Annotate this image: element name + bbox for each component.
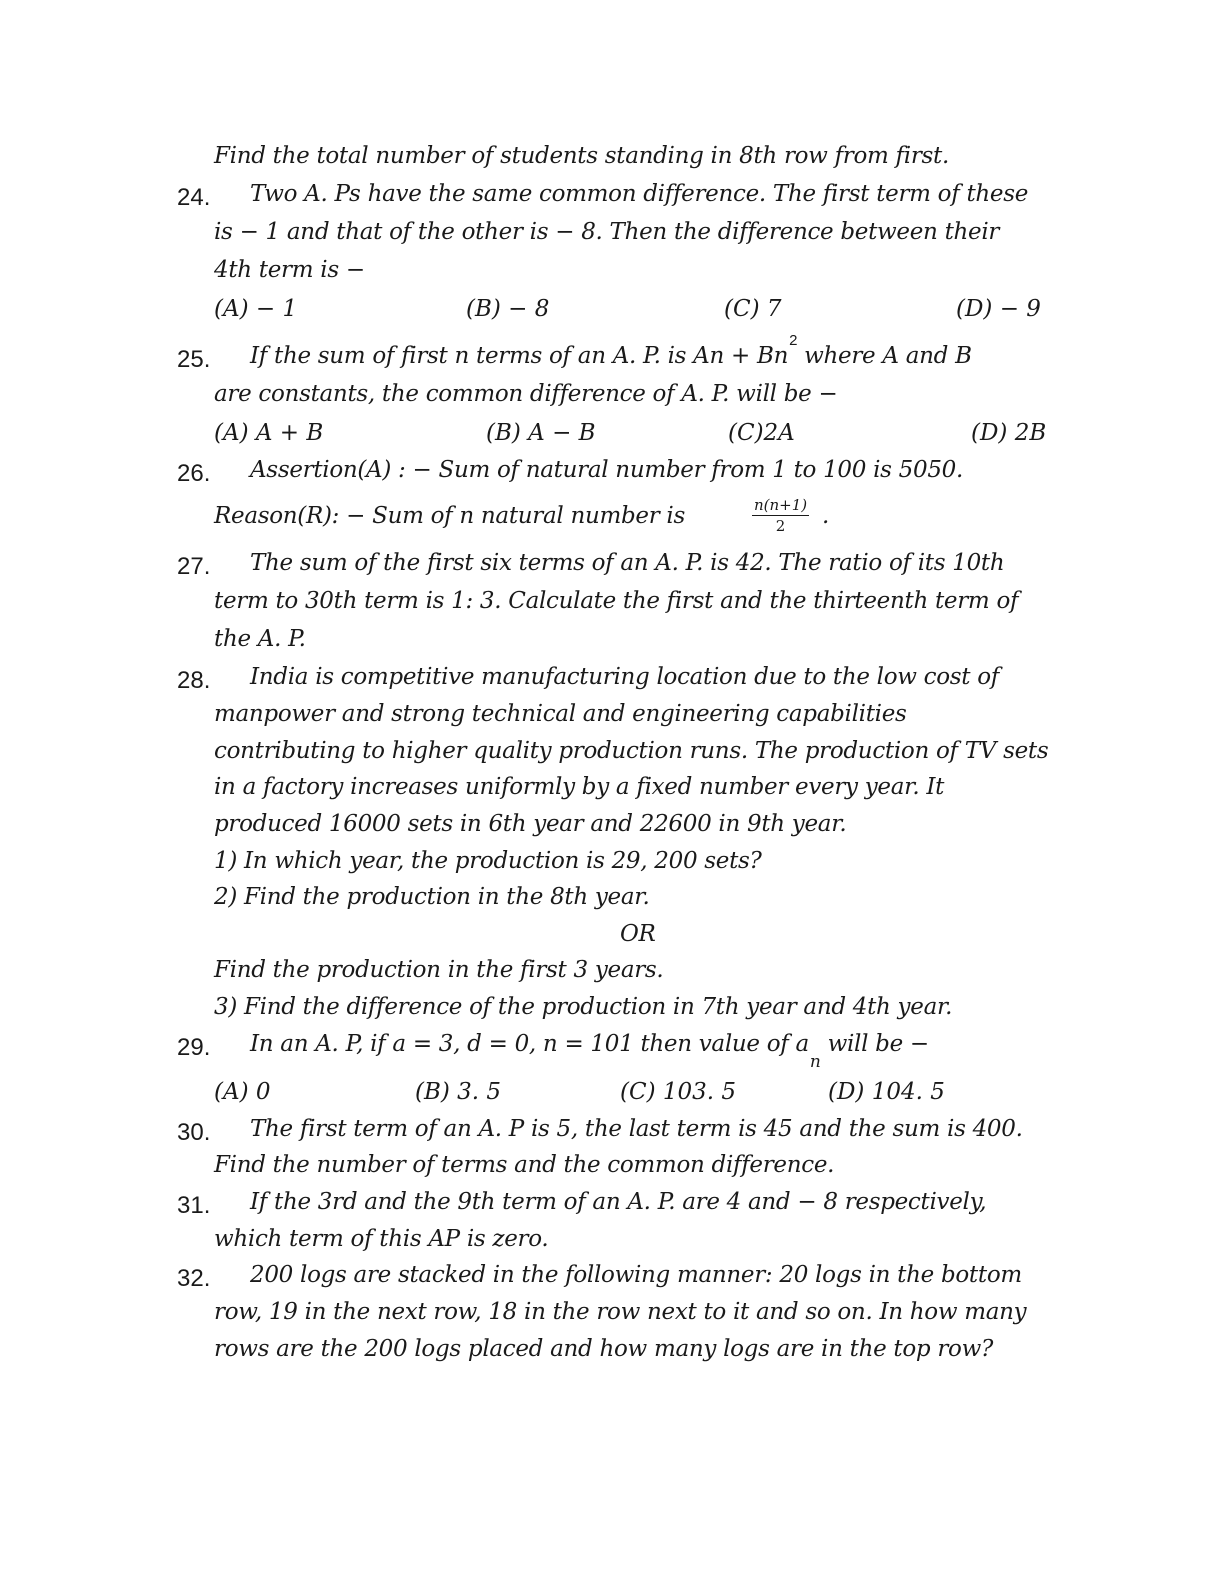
option-c: (C) 103. 5 — [620, 1079, 737, 1105]
question-text: India is competitive manufacturing location due to the low cost of — [250, 664, 1000, 690]
option-a: (A) A + B — [214, 420, 324, 446]
question-number: 30. — [177, 1119, 211, 1146]
question-text: The first term of an A. P is 5, the last term is 45 and the sum is 400. — [250, 1116, 1023, 1142]
alternative-question: Find the production in the first 3 years. — [214, 957, 664, 983]
question-number: 29. — [177, 1034, 211, 1061]
option-b: (B) A − B — [486, 420, 596, 446]
question-number: 24. — [177, 184, 211, 211]
question-text: Find the number of terms and the common difference. — [214, 1152, 835, 1178]
option-c: (C) 7 — [724, 296, 782, 322]
subquestion-2: 2) Find the production in the 8th year. — [214, 884, 650, 910]
question-text: the A. P. — [214, 626, 306, 652]
question-text — [250, 332, 972, 369]
option-d: (D) − 9 — [956, 296, 1041, 322]
option-c: (C)2A — [728, 420, 795, 446]
question-text-part: In an A. P, if a = 3, d = 0, n = 101 then value of a — [250, 1031, 809, 1057]
question-text: is − 1 and that of the other is − 8. Then the difference between their — [214, 219, 1000, 245]
question-text: The sum of the first six terms of an A. P. is 42. The ratio of its 10th — [250, 550, 1005, 576]
fraction-numerator: n(n+1) — [754, 496, 808, 514]
question-number: 31. — [177, 1192, 211, 1219]
question-text: row, 19 in the next row, 18 in the row next to it and so on. In how many — [214, 1299, 1027, 1325]
question-text: in a factory increases uniformly by a fixed number every year. It — [214, 774, 945, 800]
question-number: 25. — [177, 346, 211, 373]
question-text-part: will be − — [827, 1031, 929, 1057]
question-number: 27. — [177, 553, 211, 580]
question-text-part: where A and B — [804, 343, 972, 369]
fraction — [752, 496, 809, 535]
continuation-text: Find the total number of students standing in 8th row from first. — [214, 143, 949, 169]
assertion-text: Assertion(A) : − Sum of natural number from 1 to 100 is 5050. — [250, 457, 964, 483]
question-number: 28. — [177, 667, 211, 694]
fraction-denominator: 2 — [775, 517, 786, 535]
question-text: are constants, the common difference of A. P. will be − — [214, 381, 838, 407]
subscript: n — [809, 1052, 821, 1072]
question-text — [250, 1031, 929, 1072]
question-text: 200 logs are stacked in the following manner: 20 logs in the bottom — [250, 1262, 1022, 1288]
option-d: (D) 104. 5 — [828, 1079, 945, 1105]
question-text: Two A. Ps have the same common difference. The first term of these — [250, 181, 1029, 207]
reason-end: . — [822, 503, 830, 529]
reason-text: Reason(R): − Sum of n natural number is — [214, 503, 685, 529]
question-text: produced 16000 sets in 6th year and 22600 in 9th year. — [214, 811, 847, 837]
question-text: contributing to higher quality production runs. The production of TV sets — [214, 738, 1049, 764]
superscript: 2 — [789, 332, 798, 349]
question-number: 32. — [177, 1265, 211, 1292]
question-text: term to 30th term is 1: 3. Calculate the first and the thirteenth term of — [214, 588, 1019, 614]
question-text: manpower and strong technical and engineering capabilities — [214, 701, 907, 727]
question-text: 4th term is − — [214, 257, 365, 283]
question-text: If the 3rd and the 9th term of an A. P. are 4 and − 8 respectively, — [250, 1189, 987, 1215]
subquestion-3: 3) Find the difference of the production in 7th year and 4th year. — [214, 994, 953, 1020]
question-text: which term of this AP is zero. — [214, 1226, 549, 1252]
subquestion-1: 1) In which year, the production is 29, 200 sets? — [214, 848, 762, 874]
option-b: (B) 3. 5 — [415, 1079, 502, 1105]
or-separator: OR — [620, 921, 656, 947]
option-b: (B) − 8 — [466, 296, 550, 322]
option-a: (A) 0 — [214, 1079, 271, 1105]
option-d: (D) 2B — [971, 420, 1047, 446]
question-number: 26. — [177, 460, 211, 487]
question-text-part: If the sum of first n terms of an A. P. is An + Bn — [250, 343, 789, 369]
question-text: rows are the 200 logs placed and how many logs are in the top row? — [214, 1336, 993, 1362]
option-a: (A) − 1 — [214, 296, 298, 322]
